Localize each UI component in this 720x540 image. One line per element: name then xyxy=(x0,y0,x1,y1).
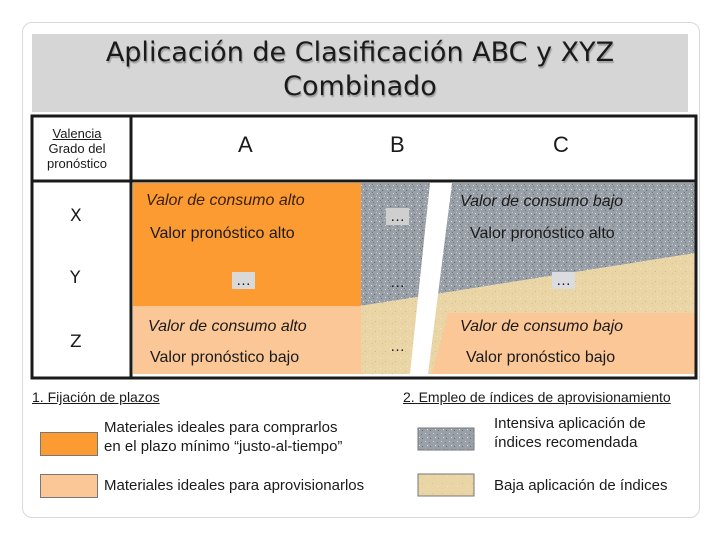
legend-swatch-peach xyxy=(40,474,98,498)
corner-label-line-1: Valencia xyxy=(52,126,102,141)
cell-cy: … xyxy=(552,272,575,289)
column-header-c: C xyxy=(553,132,569,157)
legend-text-orange-line-2: en el plazo mínimo “justo-al-tiempo” xyxy=(104,438,343,455)
cell-by: … xyxy=(390,274,405,291)
legend-text-orange xyxy=(104,418,342,456)
corner-label-line-3: pronóstico xyxy=(47,156,107,171)
column-header-a: A xyxy=(238,132,253,157)
corner-label-line-2: Grado del xyxy=(48,141,106,156)
cell-bx: … xyxy=(386,208,409,225)
row-label-z: Z xyxy=(70,332,82,352)
cell-cz-consumo: Valor de consumo bajo xyxy=(460,318,624,335)
legend-text-grey-line-2: índices recomendada xyxy=(494,434,638,451)
legend-text-peach: Materiales ideales para aprovisionarlos xyxy=(104,477,365,494)
legend-text-sand: Baja aplicación de índices xyxy=(494,477,668,494)
cell-ax-pronostico: Valor pronóstico alto xyxy=(150,225,295,242)
cell-az-pronostico: Valor pronóstico bajo xyxy=(150,349,300,366)
legend-text-grey-line-1: Intensiva aplicación de xyxy=(494,415,646,432)
cell-cx-consumo: Valor de consumo bajo xyxy=(460,193,624,210)
legend-text-orange-line-1: Materiales ideales para comprarlos xyxy=(104,419,338,436)
row-label-x: X xyxy=(70,206,82,226)
column-header-b: B xyxy=(390,132,405,157)
legend-heading-plazos: 1. Fijación de plazos xyxy=(32,389,160,405)
cell-ay: … xyxy=(232,272,255,289)
slide-title: Aplicación de Clasificación ABC y XYZ Combinado xyxy=(105,37,615,102)
legend-heading-indices: 2. Empleo de índices de aprovisionamiento xyxy=(403,389,671,405)
legend-text-grey xyxy=(494,414,646,452)
row-label-y: Y xyxy=(70,268,81,288)
cell-bz: … xyxy=(390,338,405,355)
cell-ax-consumo: Valor de consumo alto xyxy=(146,192,305,209)
legend-swatch-orange xyxy=(40,432,98,456)
corner-label xyxy=(34,126,120,171)
cell-az-consumo: Valor de consumo alto xyxy=(148,318,307,335)
cell-cx-pronostico: Valor pronóstico alto xyxy=(470,225,615,242)
cell-cz-pronostico: Valor pronóstico bajo xyxy=(466,349,616,366)
